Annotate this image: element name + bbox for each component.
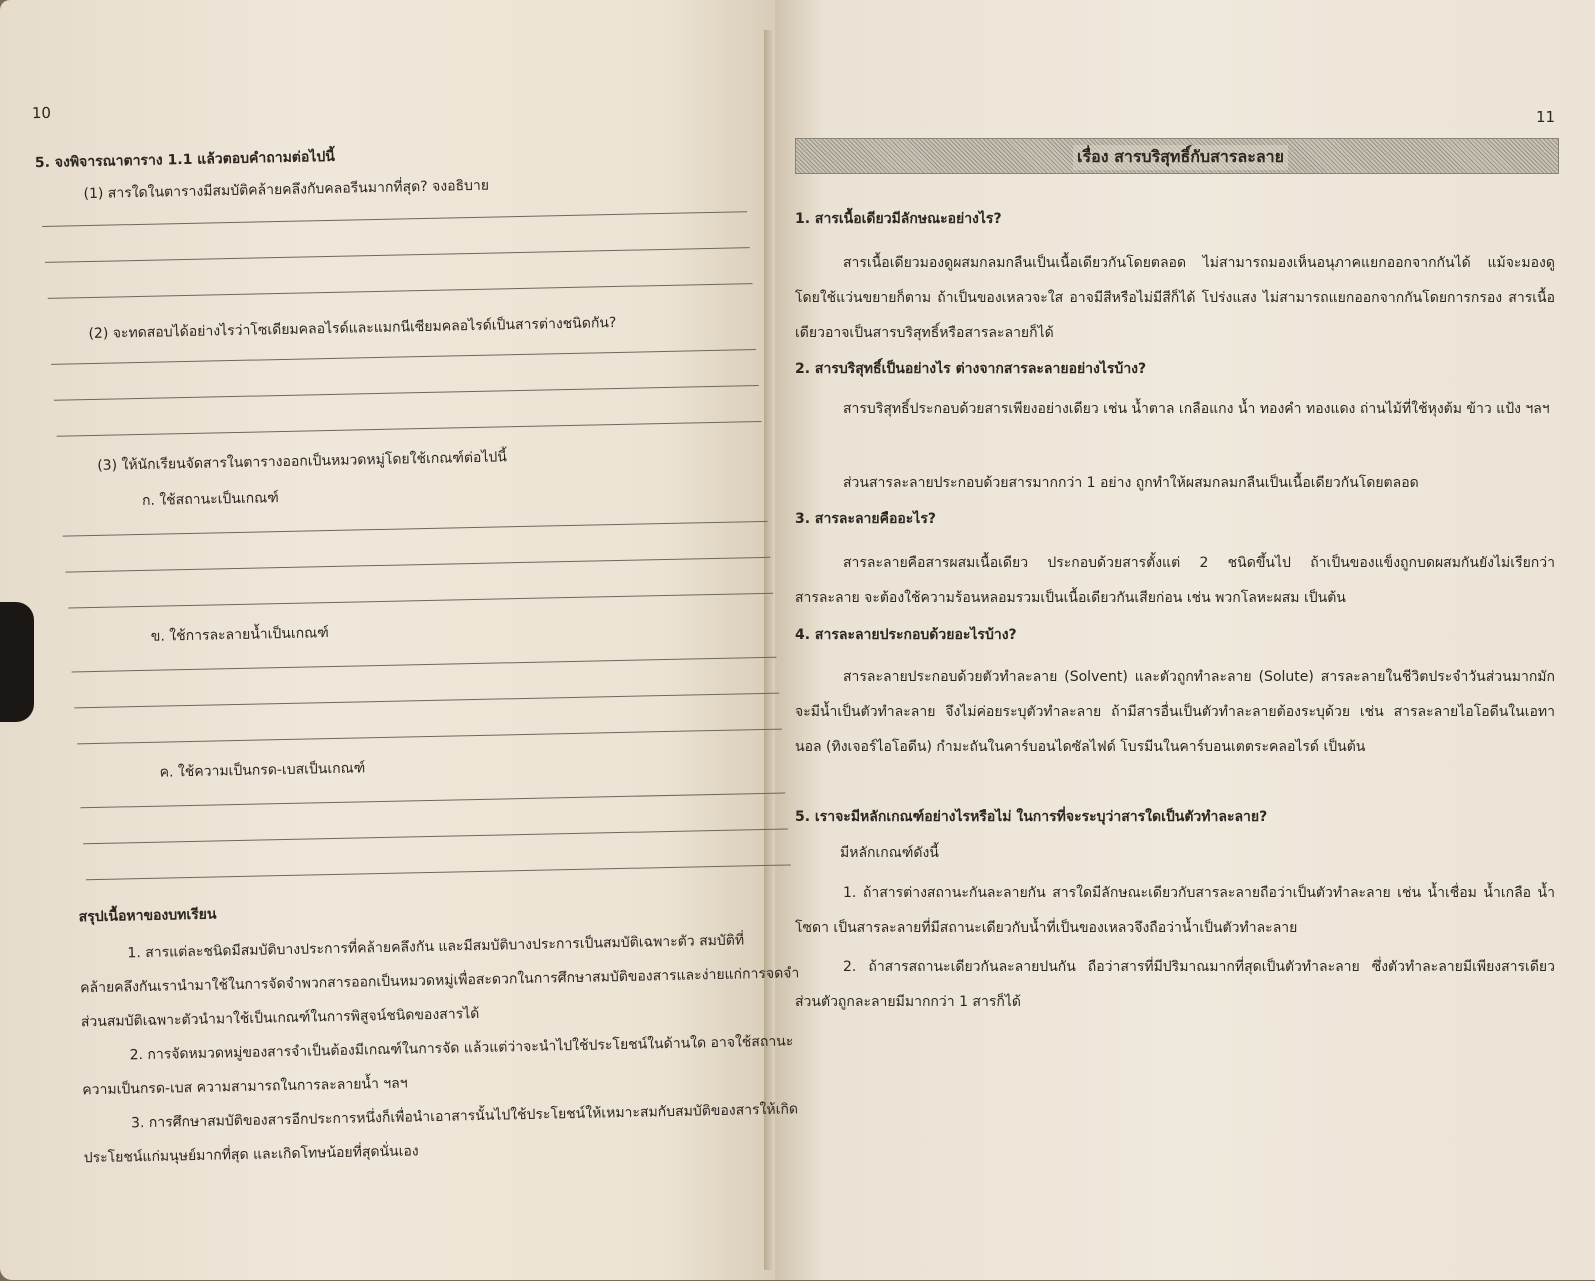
answer-line <box>63 521 768 537</box>
paragraph-5-2: 2. ถ้าสารสถานะเดียวกันละลายปนกัน ถือว่าสารที่มีปริมาณมากที่สุดเป็นตัวทำละลาย ซึ่งตัวทำละลายมีเพียงสารเดียว ส่วนตัวถูกละลายมีมากกว่า 1 สารก็ได้ <box>795 959 1555 1010</box>
answer-line <box>72 657 777 673</box>
paragraph-5-intro: มีหลักเกณฑ์ดังนี้ <box>840 845 939 861</box>
question-5-1: (1) สารใดในตารางมีสมบัติคล้ายคลึงกับคลอรีนมากที่สุด? จงอธิบาย <box>83 177 490 203</box>
question-5-3a: ก. ใช้สถานะเป็นเกณฑ์ <box>141 490 279 509</box>
paragraph-2a: สารบริสุทธิ์ประกอบด้วยสารเพียงอย่างเดียว เช่น น้ำตาล เกลือแกง น้ำ ทองคำ ทองแดง ถ่านไม้ที่ใช้หุงต้ม ข้าว แป้ง ฯลฯ <box>843 401 1550 417</box>
heading-1: 1. สารเนื้อเดียวมีลักษณะอย่างไร? <box>795 211 1002 227</box>
summary-paragraph-3: 3. การศึกษาสมบัติของสารอีกประการหนึ่งก็เพื่อนำเอาสารนั้นไปใช้ประโยชน์ให้เหมาะสมกับสมบัติของสารให้เกิดประโยชน์แก่มนุษย์มากที่สุด และเกิดโทษน้อยที่สุดนั่นเอง <box>83 1101 799 1167</box>
answer-line <box>57 421 762 437</box>
paragraph-4: สารละลายประกอบด้วยตัวทำละลาย (Solvent) และตัวถูกทำละลาย (Solute) สารละลายในชีวิตประจำวันส่วนมากมักจะมีน้ำเป็นตัวทำละลาย จึงไม่ค่อยระบุตัวทำละลาย ถ้ามีสารอื่นเป็นตัวทำละลายต้องระบุด้วย เช่น สารละลายไอโอดีนในเอทานอล (ทิงเจอร์ไอโอดีน) กำมะถันในคาร์บอนไดซัลไฟด์ โบรมีนในคาร์บอนเตตระคลอไรด์ เป็นต้น <box>795 669 1555 755</box>
answer-line <box>48 283 753 299</box>
answer-line <box>42 211 747 227</box>
answer-line <box>77 729 782 745</box>
heading-5: 5. เราจะมีหลักเกณฑ์อย่างไรหรือไม่ ในการที่จะระบุว่าสารใดเป็นตัวทำละลาย? <box>795 809 1268 825</box>
answer-line <box>54 385 759 401</box>
question-5-3: (3) ให้นักเรียนจัดสารในตารางออกเป็นหมวดหมู่โดยใช้เกณฑ์ต่อไปนี้ <box>97 449 508 474</box>
answer-line <box>65 557 770 573</box>
summary-paragraph-1: 1. สารแต่ละชนิดมีสมบัติบางประการที่คล้ายคลึงกัน และมีสมบัติบางประการเป็นสมบัติเฉพาะตัว สมบัติที่คล้ายคลึงกันเรานำมาใช้ในการจัดจำพวกสารออกเป็นหมวดหมู่เพื่อสะดวกในการศึกษาสมบัติของสารและง่ายแก่การจดจำ ส่วนสมบัติเฉพาะตัวนำมาใช้เป็นเกณฑ์ในการพิสูจน์ชนิดของสารได้ <box>80 932 800 1031</box>
section-banner <box>795 138 1559 174</box>
page-number-right: 11 <box>1536 108 1556 126</box>
heading-2: 2. สารบริสุทธิ์เป็นอย่างไร ต่างจากสารละลายอย่างไรบ้าง? <box>795 361 1147 377</box>
answer-line <box>80 793 785 809</box>
answer-line <box>86 864 791 880</box>
section-title: เรื่อง สารบริสุทธิ์กับสารละลาย <box>1073 145 1288 170</box>
paragraph-3: สารละลายคือสารผสมเนื้อเดียว ประกอบด้วยสารตั้งแต่ 2 ชนิดขึ้นไป ถ้าเป็นของแข็งถูกบดผสมกันยังไม่เรียกว่าสารละลาย จะต้องใช้ความร้อนหลอมรวมเป็นเนื้อเดียวกันเสียก่อน เช่น พวกโลหะผสม เป็นต้น <box>795 555 1555 606</box>
heading-4: 4. สารละลายประกอบด้วยอะไรบ้าง? <box>795 627 1017 643</box>
question-5-title: 5. จงพิจารณาตาราง 1.1 แล้วตอบคำถามต่อไปนี้ <box>34 148 336 172</box>
paragraph-1: สารเนื้อเดียวมองดูผสมกลมกลืนเป็นเนื้อเดียวกันโดยตลอด ไม่สามารถมองเห็นอนุภาคแยกออกจากกันได้ แม้จะมองดูโดยใช้แว่นขยายก็ตาม ถ้าเป็นของเหลวจะใส อาจมีสีหรือไม่มีสีก็ได้ โปร่งแสง ไม่สามารถแยกออกจากกันโดยการกรอง สารเนื้อเดียวอาจเป็นสารบริสุทธิ์หรือสารละลายก็ได้ <box>795 255 1555 341</box>
summary-paragraph-2: 2. การจัดหมวดหมู่ของสารจำเป็นต้องมีเกณฑ์ในการจัด แล้วแต่ว่าจะนำไปใช้ประโยชน์ในด้านใด อาจใช้สถานะ ความเป็นกรด-เบส ความสามารถในการละลายน้ำ ฯลฯ <box>82 1033 794 1099</box>
answer-line <box>45 247 750 263</box>
heading-3: 3. สารละลายคืออะไร? <box>795 511 936 527</box>
summary-title: สรุปเนื้อหาของบทเรียน <box>78 906 217 926</box>
question-5-3c: ค. ใช้ความเป็นกรด-เบสเป็นเกณฑ์ <box>159 760 366 781</box>
answer-line <box>83 828 788 844</box>
answer-line <box>51 349 756 365</box>
paragraph-2b: ส่วนสารละลายประกอบด้วยสารมากกว่า 1 อย่าง ถูกทำให้ผสมกลมกลืนเป็นเนื้อเดียวกันโดยตลอด <box>843 475 1419 491</box>
question-5-3b: ข. ใช้การละลายน้ำเป็นเกณฑ์ <box>150 625 329 645</box>
page-number-left: 10 <box>31 103 52 123</box>
paragraph-5-1: 1. ถ้าสารต่างสถานะกันละลายกัน สารใดมีลักษณะเดียวกับสารละลายถือว่าเป็นตัวทำละลาย เช่น น้ำเชื่อม น้ำเกลือ น้ำโซดา เป็นสารละลายที่มีสถานะเดียวกับน้ำที่เป็นของเหลวจึงถือว่าน้ำเป็นตัวทำละลาย <box>795 885 1555 936</box>
answer-line <box>74 693 779 709</box>
answer-line <box>68 593 773 609</box>
question-5-2: (2) จะทดสอบได้อย่างไรว่าโซเดียมคลอไรด์และแมกนีเซียมคลอไรด์เป็นสารต่างชนิดกัน? <box>88 314 617 343</box>
